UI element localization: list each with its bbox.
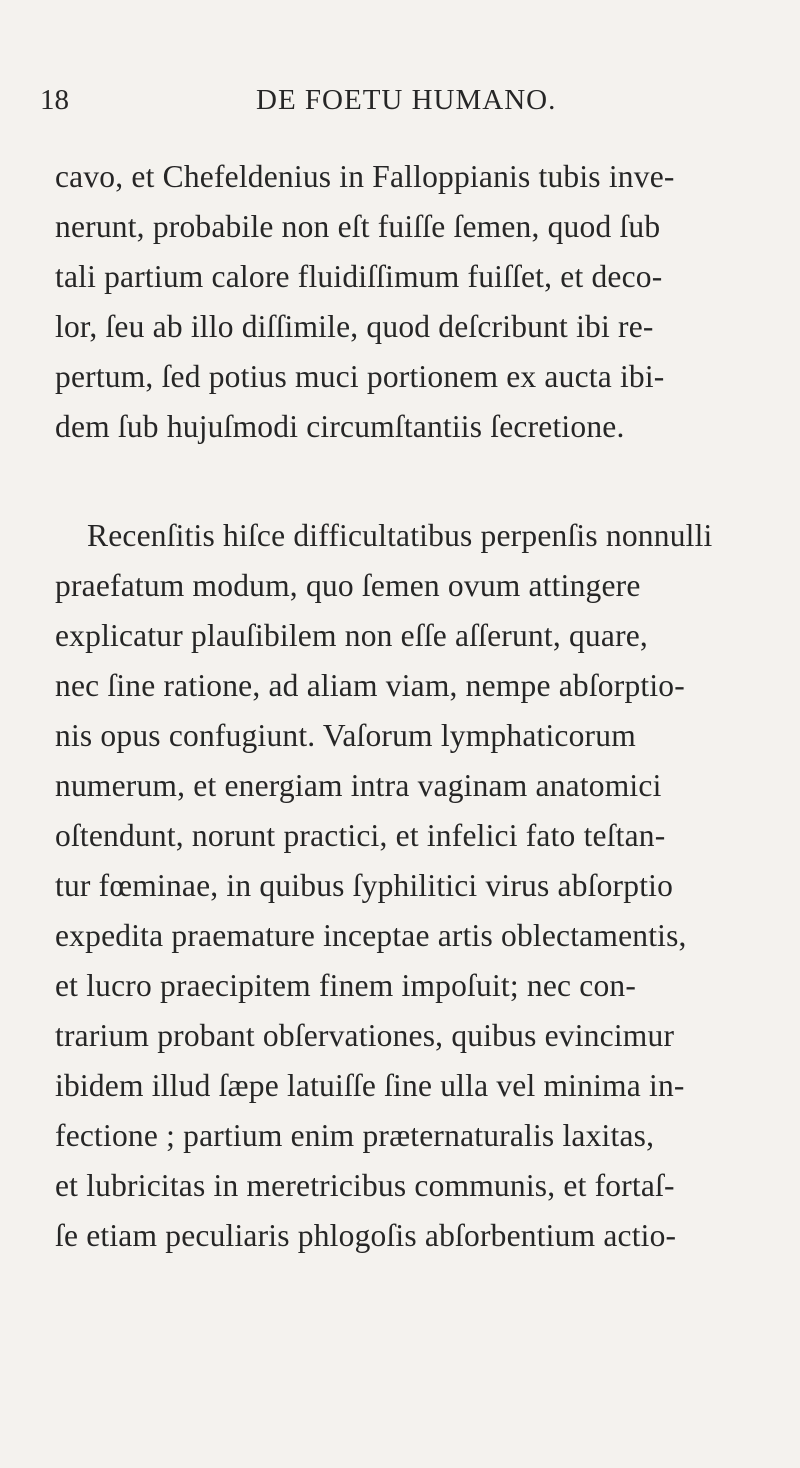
text-line: dem ſub hujuſmodi circumſtantiis ſecretione.: [55, 409, 625, 444]
text-line: et lucro praecipitem finem impoſuit; nec con-: [55, 968, 637, 1003]
paragraph-gap: [55, 452, 777, 511]
text-line: et lubricitas in meretricibus communis, et fortaſ-: [55, 1168, 675, 1203]
body-text: [55, 152, 777, 1261]
text-line: oſtendunt, norunt practici, et infelici fato teſtan-: [55, 818, 666, 853]
text-line: nis opus confugiunt. Vaſorum lymphaticorum: [55, 718, 636, 753]
text-line: expedita praemature inceptae artis oblectamentis,: [55, 918, 687, 953]
text-line: numerum, et energiam intra vaginam anatomici: [55, 768, 662, 803]
text-line: tali partium calore fluidiſſimum fuiſſet, et deco-: [55, 259, 663, 294]
text-line: ibidem illud ſæpe latuiſſe ſine ulla vel minima in-: [55, 1068, 685, 1103]
paragraph-2: [55, 511, 777, 1261]
page-header: [40, 84, 760, 124]
text-line: lor, ſeu ab illo diſſimile, quod deſcribunt ibi re-: [55, 309, 654, 344]
text-line: praefatum modum, quo ſemen ovum attingere: [55, 568, 641, 603]
text-line: explicatur plauſibilem non eſſe aſſerunt, quare,: [55, 618, 649, 653]
text-line: fectione ; partium enim præternaturalis laxitas,: [55, 1118, 655, 1153]
text-line: tur fœminae, in quibus ſyphilitici virus abſorptio: [55, 868, 674, 903]
text-line: pertum, ſed potius muci portionem ex aucta ibi-: [55, 359, 665, 394]
text-line: trarium probant obſervationes, quibus evincimur: [55, 1018, 675, 1053]
text-line: Recenſitis hiſce difficultatibus perpenſis nonnulli: [87, 518, 713, 553]
page-number: 18: [40, 84, 69, 116]
text-line: nec ſine ratione, ad aliam viam, nempe abſorptio-: [55, 668, 685, 703]
text-line: nerunt, probabile non eſt fuiſſe ſemen, quod ſub: [55, 209, 661, 244]
running-title: DE FOETU HUMANO.: [256, 84, 557, 116]
paragraph-1: [55, 152, 777, 452]
text-line: ſe etiam peculiaris phlogoſis abſorbentium actio-: [55, 1218, 677, 1253]
text-line: cavo, et Chefeldenius in Falloppianis tubis inve-: [55, 159, 675, 194]
